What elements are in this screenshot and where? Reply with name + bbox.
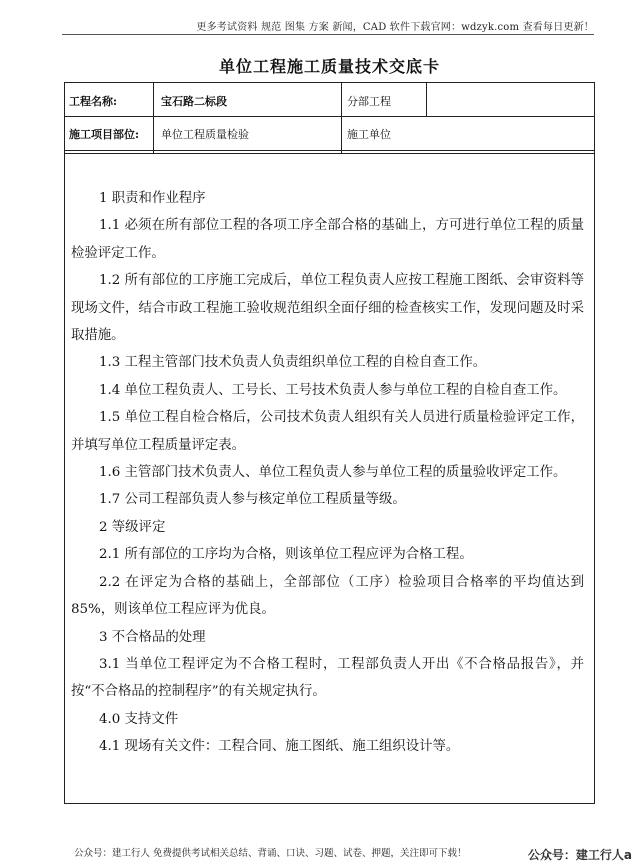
project-name-label: 工程名称: [69, 95, 118, 108]
contractor-label: 施工单位 [347, 128, 391, 141]
section-heading: 3 不合格品的处理 [99, 629, 206, 645]
document-title: 单位工程施工质量技术交底卡 [218, 57, 440, 76]
paragraph: 2.1 所有部位的工序均为合格，则该单位工程应评为合格工程。 [99, 547, 473, 563]
row-divider-1 [65, 116, 594, 117]
row-divider-3 [65, 153, 594, 154]
work-part-value: 单位工程质量检验 [161, 128, 249, 141]
work-part-label: 施工项目部位: [69, 128, 140, 141]
sub-project-label: 分部工程 [347, 95, 391, 108]
handover-card [64, 82, 595, 804]
top-banner: 更多考试资料 规范 图集 方案 新闻，CAD 软件下载官网：wdzyk.com 查看每日更新！ [196, 22, 594, 33]
paragraph: 1.7 公司工程部负责人参与核定单位工程质量等级。 [99, 492, 406, 508]
paragraph: 1.4 单位工程负责人、工号长、工号技术负责人参与单位工程的自检自查工作。 [99, 382, 567, 398]
paragraph: 1.5 单位工程自检合格后，公司技术负责人组织有关人员进行质量检验评定工作，并填写单位工程质量评定表。 [71, 410, 584, 453]
paragraph: 1.3 工程主管部门技术负责人负责组织单位工程的自检自查工作。 [99, 355, 487, 371]
paragraph: 1.6 主管部门技术负责人、单位工程负责人参与单位工程的质量验收评定工作。 [99, 465, 567, 481]
paragraph: 1.2 所有部位的工序施工完成后，单位工程负责人应按工程施工图纸、会审资料等现场文件，结合市政工程施工验收规范组织全面仔细的检查核实工作，发现问题及时采取措施。 [71, 273, 584, 344]
col-divider-2 [341, 83, 342, 153]
section-heading: 4.0 支持文件 [99, 711, 179, 727]
section-heading: 1 职责和作业程序 [99, 191, 206, 206]
handover-content [65, 173, 594, 761]
footer-watermark: 公众号：建工行人a [527, 848, 632, 862]
footer-note: 公众号：建工行人 免费提供考试相关总结、背诵、口诀、习题、试卷、押题，关注即可下载！ [74, 848, 467, 859]
col-divider-3 [426, 83, 427, 116]
paragraph: 1.1 必须在所有部位工程的各项工序全部合格的基础上，方可进行单位工程的质量检验评定工作。 [71, 218, 584, 261]
paragraph: 2.2 在评定为合格的基础上，全部部位（工序）检验项目合格率的平均值达到 85%，则该单位工程应评为优良。 [71, 574, 584, 618]
top-divider [62, 34, 594, 35]
row-divider-2 [65, 150, 594, 151]
paragraph: 3.1 当单位工程评定为不合格工程时，工程部负责人开出《不合格品报告》，并按“不合格品的控制程序”的有关规定执行。 [71, 656, 584, 700]
col-divider-1 [153, 83, 154, 153]
paragraph: 4.1 现场有关文件：工程合同、施工图纸、施工组织设计等。 [99, 739, 460, 755]
project-name-value: 宝石路二标段 [161, 95, 227, 108]
section-heading: 2 等级评定 [99, 519, 166, 535]
